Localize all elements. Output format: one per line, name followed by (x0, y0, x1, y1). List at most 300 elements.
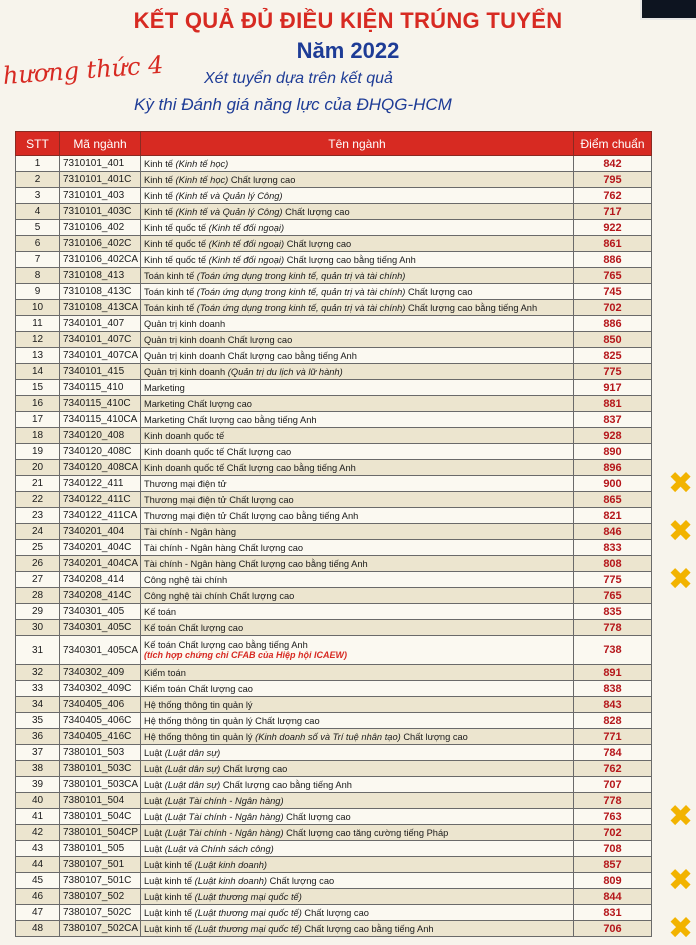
cell-score: 809 (574, 873, 652, 889)
name-text: Hệ thống thông tin quản lý (144, 731, 253, 742)
cell-code: 7340301_405C (60, 620, 141, 636)
name-spec: (Luật Tài chính - Ngân hàng) (164, 811, 284, 822)
cell-code: 7340115_410 (60, 380, 141, 396)
name-text: Luật (144, 827, 163, 838)
name-spec: (Luật và Chính sách công) (164, 843, 274, 854)
cell-name (141, 492, 574, 508)
name-text: Quản trị kinh doanh Chất lượng cao (144, 334, 293, 345)
cell-code: 7340302_409C (60, 681, 141, 697)
cell-name (141, 777, 574, 793)
cell-code: 7380101_504C (60, 809, 141, 825)
cell-score: 842 (574, 156, 652, 172)
cell-score: 762 (574, 761, 652, 777)
name-text: Luật kinh tế (144, 859, 193, 870)
name-spec: (Toán ứng dụng trong kinh tế, quản trị và tài chính) (196, 270, 406, 281)
cell-name (141, 793, 574, 809)
name-suffix: Chất lượng cao bằng tiếng Anh (286, 254, 416, 265)
cell-code: 7380107_501 (60, 857, 141, 873)
cell-stt: 2 (16, 172, 60, 188)
name-spec: (Kinh tế đối ngoại) (208, 254, 285, 265)
name-text: Thương mại điện tử Chất lượng cao bằng tiếng Anh (144, 510, 359, 521)
cell-code: 7340301_405 (60, 604, 141, 620)
cell-name (141, 745, 574, 761)
cell-score: 865 (574, 492, 652, 508)
name-text: Kinh doanh quốc tế Chất lượng cao bằng tiếng Anh (144, 462, 356, 473)
cell-name (141, 364, 574, 380)
cell-code: 7310106_402 (60, 220, 141, 236)
cell-name (141, 252, 574, 268)
name-text: Kiểm toán (144, 667, 186, 678)
name-spec: (Kinh tế và Quản lý Công) (175, 206, 283, 217)
table-row (16, 745, 652, 761)
table-row (16, 508, 652, 524)
cell-code: 7340122_411CA (60, 508, 141, 524)
name-text: Thương mại điện tử (144, 478, 227, 489)
cell-score: 778 (574, 793, 652, 809)
cell-score: 738 (574, 636, 652, 665)
table-row (16, 348, 652, 364)
cell-score: 808 (574, 556, 652, 572)
cell-name (141, 665, 574, 681)
cell-score: 838 (574, 681, 652, 697)
name-text: Kế toán Chất lượng cao bằng tiếng Anh (144, 640, 308, 650)
cell-score: 775 (574, 364, 652, 380)
cell-name (141, 713, 574, 729)
name-text: Luật (144, 795, 163, 806)
cell-name (141, 524, 574, 540)
cell-stt: 45 (16, 873, 60, 889)
x-mark-icon: ✖ (668, 563, 694, 596)
cell-code: 7310106_402CA (60, 252, 141, 268)
table-row (16, 156, 652, 172)
cell-name (141, 636, 574, 665)
name-suffix: Chất lượng cao (222, 763, 288, 774)
name-spec: (Luật thương mại quốc tế) (194, 907, 302, 918)
cell-code: 7340208_414C (60, 588, 141, 604)
name-spec: (Kinh tế đối ngoại) (208, 238, 285, 249)
name-text: Luật kinh tế (144, 907, 193, 918)
name-spec: (Kinh tế và Quản lý Công) (175, 190, 283, 201)
cell-stt: 11 (16, 316, 60, 332)
cell-name (141, 604, 574, 620)
cell-name (141, 412, 574, 428)
cell-score: 717 (574, 204, 652, 220)
cell-name (141, 697, 574, 713)
cell-code: 7340120_408C (60, 444, 141, 460)
results-table-wrap (15, 131, 651, 937)
cell-stt: 29 (16, 604, 60, 620)
cell-score: 825 (574, 348, 652, 364)
name-text: Toán kinh tế (144, 302, 195, 313)
table-row (16, 220, 652, 236)
table-row (16, 905, 652, 921)
cell-name (141, 809, 574, 825)
cell-score: 928 (574, 428, 652, 444)
table-row (16, 188, 652, 204)
page-title: KẾT QUẢ ĐỦ ĐIỀU KIỆN TRÚNG TUYỂN (133, 8, 563, 33)
cell-score: 775 (574, 572, 652, 588)
name-text: Công nghệ tài chính (144, 574, 228, 585)
cell-code: 7380107_501C (60, 873, 141, 889)
name-text: Hệ thống thông tin quản lý Chất lượng cao (144, 715, 320, 726)
name-text: Kinh tế (144, 206, 173, 217)
cell-code: 7340101_407CA (60, 348, 141, 364)
name-suffix: Chất lượng cao (403, 731, 468, 742)
name-text: Tài chính - Ngân hàng Chất lượng cao (144, 542, 304, 553)
cell-stt: 26 (16, 556, 60, 572)
cell-name (141, 172, 574, 188)
name-text: Luật (144, 843, 163, 854)
cell-name (141, 156, 574, 172)
cell-code: 7340301_405CA (60, 636, 141, 665)
cell-stt: 1 (16, 156, 60, 172)
cell-name (141, 300, 574, 316)
table-row (16, 300, 652, 316)
cell-stt: 3 (16, 188, 60, 204)
name-text: Kinh doanh quốc tế Chất lượng cao (144, 446, 292, 457)
name-text: Luật kinh tế (144, 891, 193, 902)
name-text: Kinh doanh quốc tế (144, 430, 225, 441)
cell-stt: 8 (16, 268, 60, 284)
table-row (16, 713, 652, 729)
cell-code: 7380101_503C (60, 761, 141, 777)
name-spec: (Kinh doanh số và Trí tuệ nhân tạo) (255, 731, 401, 742)
name-suffix: Chất lượng cao bằng tiếng Anh (408, 302, 538, 313)
name-spec: (Luật Tài chính - Ngân hàng) (164, 795, 284, 806)
x-mark-icon: ✖ (668, 864, 694, 897)
table-row (16, 316, 652, 332)
table-row (16, 524, 652, 540)
cell-name (141, 825, 574, 841)
subtitle-2: Kỳ thi Đánh giá năng lực của ĐHQG-HCM (134, 95, 452, 114)
name-suffix: Chất lượng cao tăng cường tiếng Pháp (286, 827, 449, 838)
name-text: Marketing Chất lượng cao bằng tiếng Anh (144, 414, 317, 425)
col-header-stt: STT (16, 132, 60, 156)
cell-stt: 37 (16, 745, 60, 761)
table-row (16, 777, 652, 793)
table-row (16, 428, 652, 444)
cell-stt: 6 (16, 236, 60, 252)
name-spec: (Kinh tế học) (175, 158, 229, 169)
method-label: hương thức 4 (2, 50, 165, 90)
table-row (16, 857, 652, 873)
cell-code: 7380101_505 (60, 841, 141, 857)
cell-code: 7340120_408 (60, 428, 141, 444)
cell-score: 846 (574, 524, 652, 540)
cell-name (141, 460, 574, 476)
cell-stt: 32 (16, 665, 60, 681)
cell-stt: 25 (16, 540, 60, 556)
name-text: Tài chính - Ngân hàng (144, 526, 236, 537)
cell-code: 7310108_413 (60, 268, 141, 284)
cell-score: 837 (574, 412, 652, 428)
cell-score: 891 (574, 665, 652, 681)
cell-stt: 16 (16, 396, 60, 412)
cell-score: 850 (574, 332, 652, 348)
table-row (16, 588, 652, 604)
name-text: Công nghệ tài chính Chất lượng cao (144, 590, 295, 601)
table-row (16, 761, 652, 777)
cell-stt: 10 (16, 300, 60, 316)
table-body (16, 156, 652, 937)
table-row (16, 921, 652, 937)
name-text: Quản trị kinh doanh Chất lượng cao bằng tiếng Anh (144, 350, 357, 361)
table-row (16, 396, 652, 412)
name-text: Luật kinh tế (144, 875, 193, 886)
cell-stt: 38 (16, 761, 60, 777)
cell-code: 7340208_414 (60, 572, 141, 588)
cell-name (141, 476, 574, 492)
cell-name (141, 284, 574, 300)
cell-name (141, 857, 574, 873)
name-text: Kiểm toán Chất lượng cao (144, 683, 253, 694)
x-mark-icon: ✖ (668, 912, 694, 945)
cell-score: 861 (574, 236, 652, 252)
table-row (16, 268, 652, 284)
cell-code: 7310101_401 (60, 156, 141, 172)
cell-name (141, 188, 574, 204)
cell-code: 7340122_411C (60, 492, 141, 508)
name-spec: (Quản trị du lịch và lữ hành) (227, 366, 343, 377)
x-mark-icon: ✖ (668, 467, 694, 500)
name-spec: (Luật Tài chính - Ngân hàng) (164, 827, 284, 838)
table-row (16, 620, 652, 636)
table-row (16, 841, 652, 857)
cell-code: 7380101_504CP (60, 825, 141, 841)
col-header-code: Mã ngành (60, 132, 141, 156)
cell-score: 886 (574, 316, 652, 332)
name-spec: (Toán ứng dụng trong kinh tế, quản trị và tài chính) (196, 302, 406, 313)
table-row (16, 460, 652, 476)
table-row (16, 476, 652, 492)
table-row (16, 540, 652, 556)
name-spec: (Luật dân sự) (164, 779, 221, 790)
name-text: Quản trị kinh doanh (144, 366, 226, 377)
name-text: Kinh tế (144, 190, 173, 201)
cell-code: 7340115_410CA (60, 412, 141, 428)
col-header-name: Tên ngành (141, 132, 574, 156)
name-text: Luật (144, 763, 163, 774)
cell-name (141, 841, 574, 857)
results-table (15, 131, 652, 937)
cell-name (141, 873, 574, 889)
cell-code: 7340405_406C (60, 713, 141, 729)
cell-stt: 7 (16, 252, 60, 268)
cell-stt: 9 (16, 284, 60, 300)
name-text: Kế toán Chất lượng cao (144, 622, 244, 633)
cell-score: 778 (574, 620, 652, 636)
cell-score: 795 (574, 172, 652, 188)
cell-code: 7380101_504 (60, 793, 141, 809)
cell-stt: 14 (16, 364, 60, 380)
cell-name (141, 681, 574, 697)
cell-code: 7340405_416C (60, 729, 141, 745)
table-row (16, 729, 652, 745)
table-row (16, 793, 652, 809)
cell-stt: 31 (16, 636, 60, 665)
table-row (16, 556, 652, 572)
name-text: Toán kinh tế (144, 270, 195, 281)
cell-code: 7310101_403C (60, 204, 141, 220)
cell-score: 707 (574, 777, 652, 793)
cell-name (141, 444, 574, 460)
cell-stt: 35 (16, 713, 60, 729)
cell-stt: 17 (16, 412, 60, 428)
cell-stt: 33 (16, 681, 60, 697)
name-text: Kinh tế quốc tế (144, 254, 207, 265)
cell-stt: 22 (16, 492, 60, 508)
col-header-score: Điểm chuẩn (574, 132, 652, 156)
cell-stt: 48 (16, 921, 60, 937)
name-text: Hệ thống thông tin quản lý (144, 699, 253, 710)
cell-code: 7310108_413CA (60, 300, 141, 316)
name-text: Tài chính - Ngân hàng Chất lượng cao bằng tiếng Anh (144, 558, 368, 569)
cell-name (141, 220, 574, 236)
table-row (16, 572, 652, 588)
cell-score: 702 (574, 825, 652, 841)
cell-score: 702 (574, 300, 652, 316)
table-row (16, 809, 652, 825)
table-row (16, 636, 652, 665)
table-row (16, 236, 652, 252)
cell-score: 745 (574, 284, 652, 300)
name-suffix: Chất lượng cao bằng tiếng Anh (222, 779, 352, 790)
name-spec: (Kinh tế đối ngoại) (208, 222, 285, 233)
cell-stt: 39 (16, 777, 60, 793)
table-row (16, 681, 652, 697)
cell-code: 7380101_503 (60, 745, 141, 761)
name-text: Kinh tế quốc tế (144, 238, 207, 249)
cell-code: 7340201_404 (60, 524, 141, 540)
name-note: (tích hợp chứng chỉ CFAB của Hiệp hội ICAEW) (144, 650, 347, 660)
cell-name (141, 236, 574, 252)
cell-name (141, 620, 574, 636)
cell-score: 881 (574, 396, 652, 412)
table-row (16, 665, 652, 681)
name-text: Toán kinh tế (144, 286, 195, 297)
name-suffix: Chất lượng cao (285, 206, 350, 217)
cell-stt: 27 (16, 572, 60, 588)
cell-stt: 40 (16, 793, 60, 809)
name-spec: (Luật kinh doanh) (194, 875, 268, 886)
cell-stt: 13 (16, 348, 60, 364)
cell-score: 763 (574, 809, 652, 825)
name-spec: (Kinh tế học) (175, 174, 229, 185)
cell-stt: 28 (16, 588, 60, 604)
cell-score: 843 (574, 697, 652, 713)
cell-code: 7340122_411 (60, 476, 141, 492)
cell-name (141, 428, 574, 444)
subtitle-1: Xét tuyển dựa trên kết quả (204, 70, 393, 87)
cell-code: 7310108_413C (60, 284, 141, 300)
name-text: Marketing (144, 382, 185, 393)
cell-code: 7340115_410C (60, 396, 141, 412)
cell-stt: 41 (16, 809, 60, 825)
name-suffix: Chất lượng cao (408, 286, 473, 297)
table-row (16, 172, 652, 188)
cell-code: 7310101_401C (60, 172, 141, 188)
table-row (16, 332, 652, 348)
name-text: Kinh tế (144, 158, 173, 169)
table-row (16, 252, 652, 268)
cell-name (141, 316, 574, 332)
cell-stt: 12 (16, 332, 60, 348)
cell-stt: 4 (16, 204, 60, 220)
table-row (16, 697, 652, 713)
cell-code: 7310101_403 (60, 188, 141, 204)
cell-code: 7380107_502 (60, 889, 141, 905)
name-text: Kinh tế (144, 174, 173, 185)
cell-score: 708 (574, 841, 652, 857)
table-row (16, 873, 652, 889)
cell-code: 7380107_502CA (60, 921, 141, 937)
page-year: Năm 2022 (296, 38, 400, 63)
cell-stt: 23 (16, 508, 60, 524)
name-spec: (Luật kinh doanh) (194, 859, 268, 870)
cell-code: 7310106_402C (60, 236, 141, 252)
cell-score: 896 (574, 460, 652, 476)
cell-score: 765 (574, 268, 652, 284)
cell-score: 917 (574, 380, 652, 396)
cell-code: 7380101_503CA (60, 777, 141, 793)
cell-score: 765 (574, 588, 652, 604)
cell-score: 890 (574, 444, 652, 460)
cell-score: 857 (574, 857, 652, 873)
cell-code: 7340201_404C (60, 540, 141, 556)
name-text: Thương mại điện tử Chất lượng cao (144, 494, 294, 505)
name-spec: (Luật thương mại quốc tế) (194, 923, 302, 934)
cell-code: 7340120_408CA (60, 460, 141, 476)
name-suffix: Chất lượng cao (269, 875, 335, 886)
name-text: Luật (144, 747, 163, 758)
name-text: Luật kinh tế (144, 923, 193, 934)
name-suffix: Chất lượng cao (230, 174, 296, 185)
cell-score: 922 (574, 220, 652, 236)
cell-code: 7340201_404CA (60, 556, 141, 572)
table-row (16, 204, 652, 220)
cell-stt: 34 (16, 697, 60, 713)
cell-stt: 20 (16, 460, 60, 476)
name-suffix: Chất lượng cao (304, 907, 369, 918)
table-row (16, 412, 652, 428)
cell-stt: 21 (16, 476, 60, 492)
table-row (16, 364, 652, 380)
cell-stt: 47 (16, 905, 60, 921)
name-text: Kế toán (144, 606, 177, 617)
cell-name (141, 572, 574, 588)
cell-code: 7340405_406 (60, 697, 141, 713)
cell-stt: 15 (16, 380, 60, 396)
cell-code: 7340101_407C (60, 332, 141, 348)
name-text: Kinh tế quốc tế (144, 222, 207, 233)
cell-code: 7340101_415 (60, 364, 141, 380)
name-suffix: Chất lượng cao bằng tiếng Anh (304, 923, 434, 934)
cell-name (141, 204, 574, 220)
x-mark-icon: ✖ (668, 515, 694, 548)
cell-name (141, 761, 574, 777)
cell-score: 706 (574, 921, 652, 937)
name-text: Luật (144, 811, 163, 822)
cell-name (141, 508, 574, 524)
table-row (16, 492, 652, 508)
cell-score: 771 (574, 729, 652, 745)
cell-name (141, 348, 574, 364)
cell-name (141, 332, 574, 348)
cell-stt: 43 (16, 841, 60, 857)
cell-stt: 19 (16, 444, 60, 460)
cell-code: 7380107_502C (60, 905, 141, 921)
table-row (16, 889, 652, 905)
